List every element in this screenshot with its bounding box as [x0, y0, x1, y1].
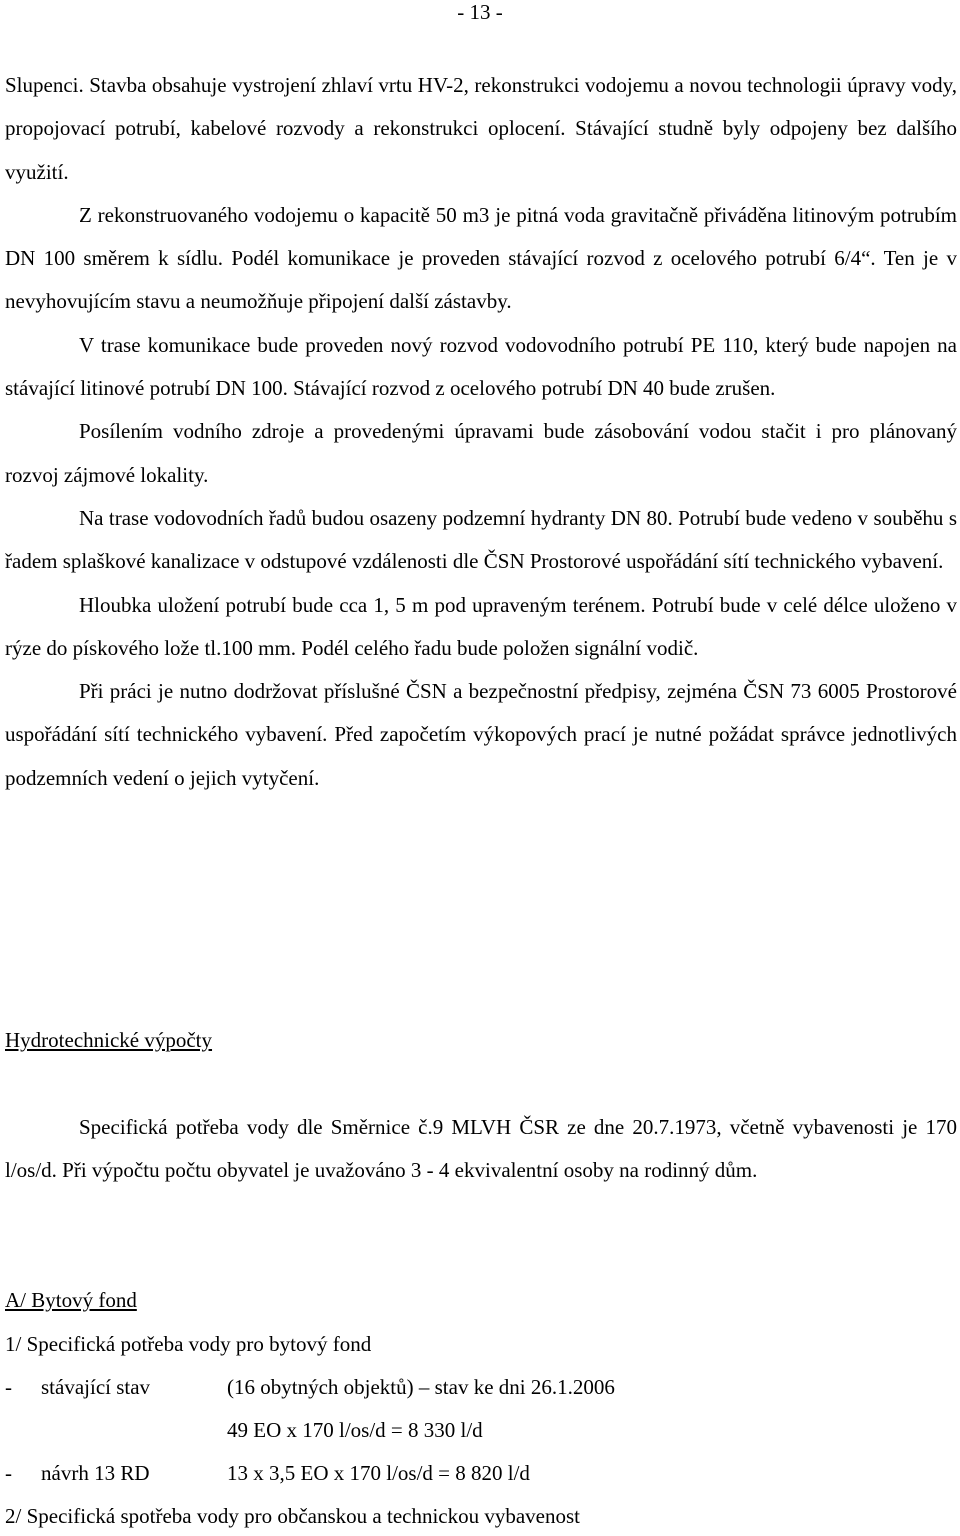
list-item-label: stávající stav — [41, 1375, 151, 1399]
paragraph-specificka-potreba: Specifická potřeba vody dle Směrnice č.9 MLVH ČSR ze dne 20.7.1973, včetně vybavenosti je 170 l/os/d. Při výpočtu počtu obyvatel je uvažováno 3 - 4 ekvivalentní osoby na rodinný dům. — [5, 1115, 957, 1183]
list-dash: - — [5, 1461, 12, 1485]
calculation-line-stav — [5, 1410, 483, 1450]
list-dash: - — [5, 1375, 12, 1399]
body-text — [5, 64, 957, 800]
calculation-value: 49 EO x 170 l/os/d = 8 330 l/d — [227, 1418, 483, 1442]
section-heading-bytovy-fond: A/ Bytový fond — [5, 1288, 137, 1312]
list-item-navrh — [5, 1453, 530, 1493]
list-item-label: návrh 13 RD — [41, 1461, 150, 1485]
paragraph-hloubka: Hloubka uložení potrubí bude cca 1, 5 m pod upraveným terénem. Potrubí bude v celé délce uloženo v rýze do pískového lože tl.100 mm. Podél celého řadu bude položen signální vodič. — [5, 592, 957, 660]
page-number: - 13 - — [457, 0, 503, 24]
item-specificka-potreba-bytovy-fond: 1/ Specifická potřeba vody pro bytový fond — [5, 1332, 372, 1356]
item-specificka-spotreba-vybavenost: 2/ Specifická spotřeba vody pro občanskou a technickou vybavenost — [5, 1504, 581, 1528]
list-item-stavajici-stav — [5, 1367, 615, 1407]
paragraph-posileni: Posílením vodního zdroje a provedenými úpravami bude zásobování vodou stačit i pro plánovaný rozvoj zájmové lokality. — [5, 419, 957, 487]
section-heading-hydrotechnicke-vypocty: Hydrotechnické výpočty — [5, 1028, 213, 1052]
paragraph-predpisy: Při práci je nutno dodržovat příslušné ČSN a bezpečnostní předpisy, zejména ČSN 73 6005 Prostorové uspořádání sítí technického vybavení. Před započetím výkopových prací je nutné požádat správce jednotlivých podzemních vedení o jejich vytyčení. — [5, 679, 957, 790]
paragraph-hydranty: Na trase vodovodních řadů budou osazeny podzemní hydranty DN 80. Potrubí bude vedeno v souběhu s řadem splaškové kanalizace v odstupové vzdálenosti dle ČSN Prostorové uspořádání sítí technického vybavení. — [5, 505, 957, 574]
paragraph-stavba: Slupenci. Stavba obsahuje vystrojení zhlaví vrtu HV-2, rekonstrukci vodojemu a novou technologii úpravy vody, propojovací potrubí, kabelové rozvody a rekonstrukci oplocení. Stávající studně byly odpojeny bez dalšího využití. — [5, 73, 957, 184]
list-item-value: (16 obytných objektů) – stav ke dni 26.1.2006 — [227, 1375, 615, 1399]
paragraph-vodojem: Z rekonstruovaného vodojemu o kapacitě 50 m3 je pitná voda gravitačně přiváděna litinovým potrubím DN 100 směrem k sídlu. Podél komunikace je proveden stávající rozvod z ocelového potrubí 6/4“. Ten je v nevyhovujícím stavu a neumožňuje připojení další zástavby. — [5, 202, 957, 314]
list-item-value: 13 x 3,5 EO x 170 l/os/d = 8 820 l/d — [227, 1461, 530, 1485]
paragraph-trasa: V trase komunikace bude proveden nový rozvod vodovodního potrubí PE 110, který bude napojen na stávající litinové potrubí DN 100. Stávající rozvod z ocelového potrubí DN 40 bude zrušen. — [5, 332, 957, 401]
